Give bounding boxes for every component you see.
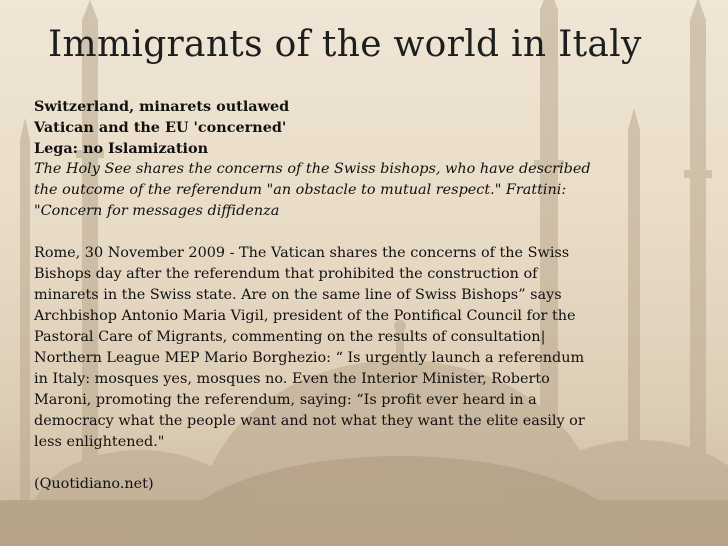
body-line: Bishops day after the referendum that prohibited the construction of: [34, 266, 538, 282]
article-text: [34, 96, 714, 495]
body-line: minarets in the Swiss state. Are on the same line of Swiss Bishops” says: [34, 287, 562, 303]
headline-line: Lega: no Islamization: [34, 140, 209, 157]
body-line: democracy what the people want and not what they want the elite easily or: [34, 413, 585, 429]
body-line: in Italy: mosques yes, mosques no. Even the Interior Minister, Roberto: [34, 371, 550, 387]
headline-line: Switzerland, minarets outlawed: [34, 98, 290, 115]
body-line: Rome, 30 November 2009 - The Vatican shares the concerns of the Swiss: [34, 245, 570, 261]
body-line: less enlightened.": [34, 434, 165, 450]
slide-title: Immigrants of the world in Italy: [48, 24, 642, 65]
headline-line: Vatican and the EU 'concerned': [34, 119, 287, 136]
body-line: Pastoral Care of Migrants, commenting on the results of consultation|: [34, 329, 546, 345]
subhead-line: the outcome of the referendum "an obstacle to mutual respect." Frattini:: [34, 182, 567, 198]
body-line: Northern League MEP Mario Borghezio: “ Is urgently launch a referendum: [34, 350, 585, 366]
subhead-line: "Concern for messages diffidenza: [34, 203, 280, 219]
body-line: Maroni, promoting the referendum, saying: “Is profit ever heard in a: [34, 392, 537, 408]
subhead-line: The Holy See shares the concerns of the Swiss bishops, who have described: [34, 161, 591, 177]
paragraph-gap: [34, 453, 714, 474]
paragraph-gap: [34, 222, 714, 243]
body-line: Archbishop Antonio Maria Vigil, president of the Pontifical Council for the: [34, 308, 576, 324]
source-credit: (Quotidiano.net): [34, 476, 154, 492]
